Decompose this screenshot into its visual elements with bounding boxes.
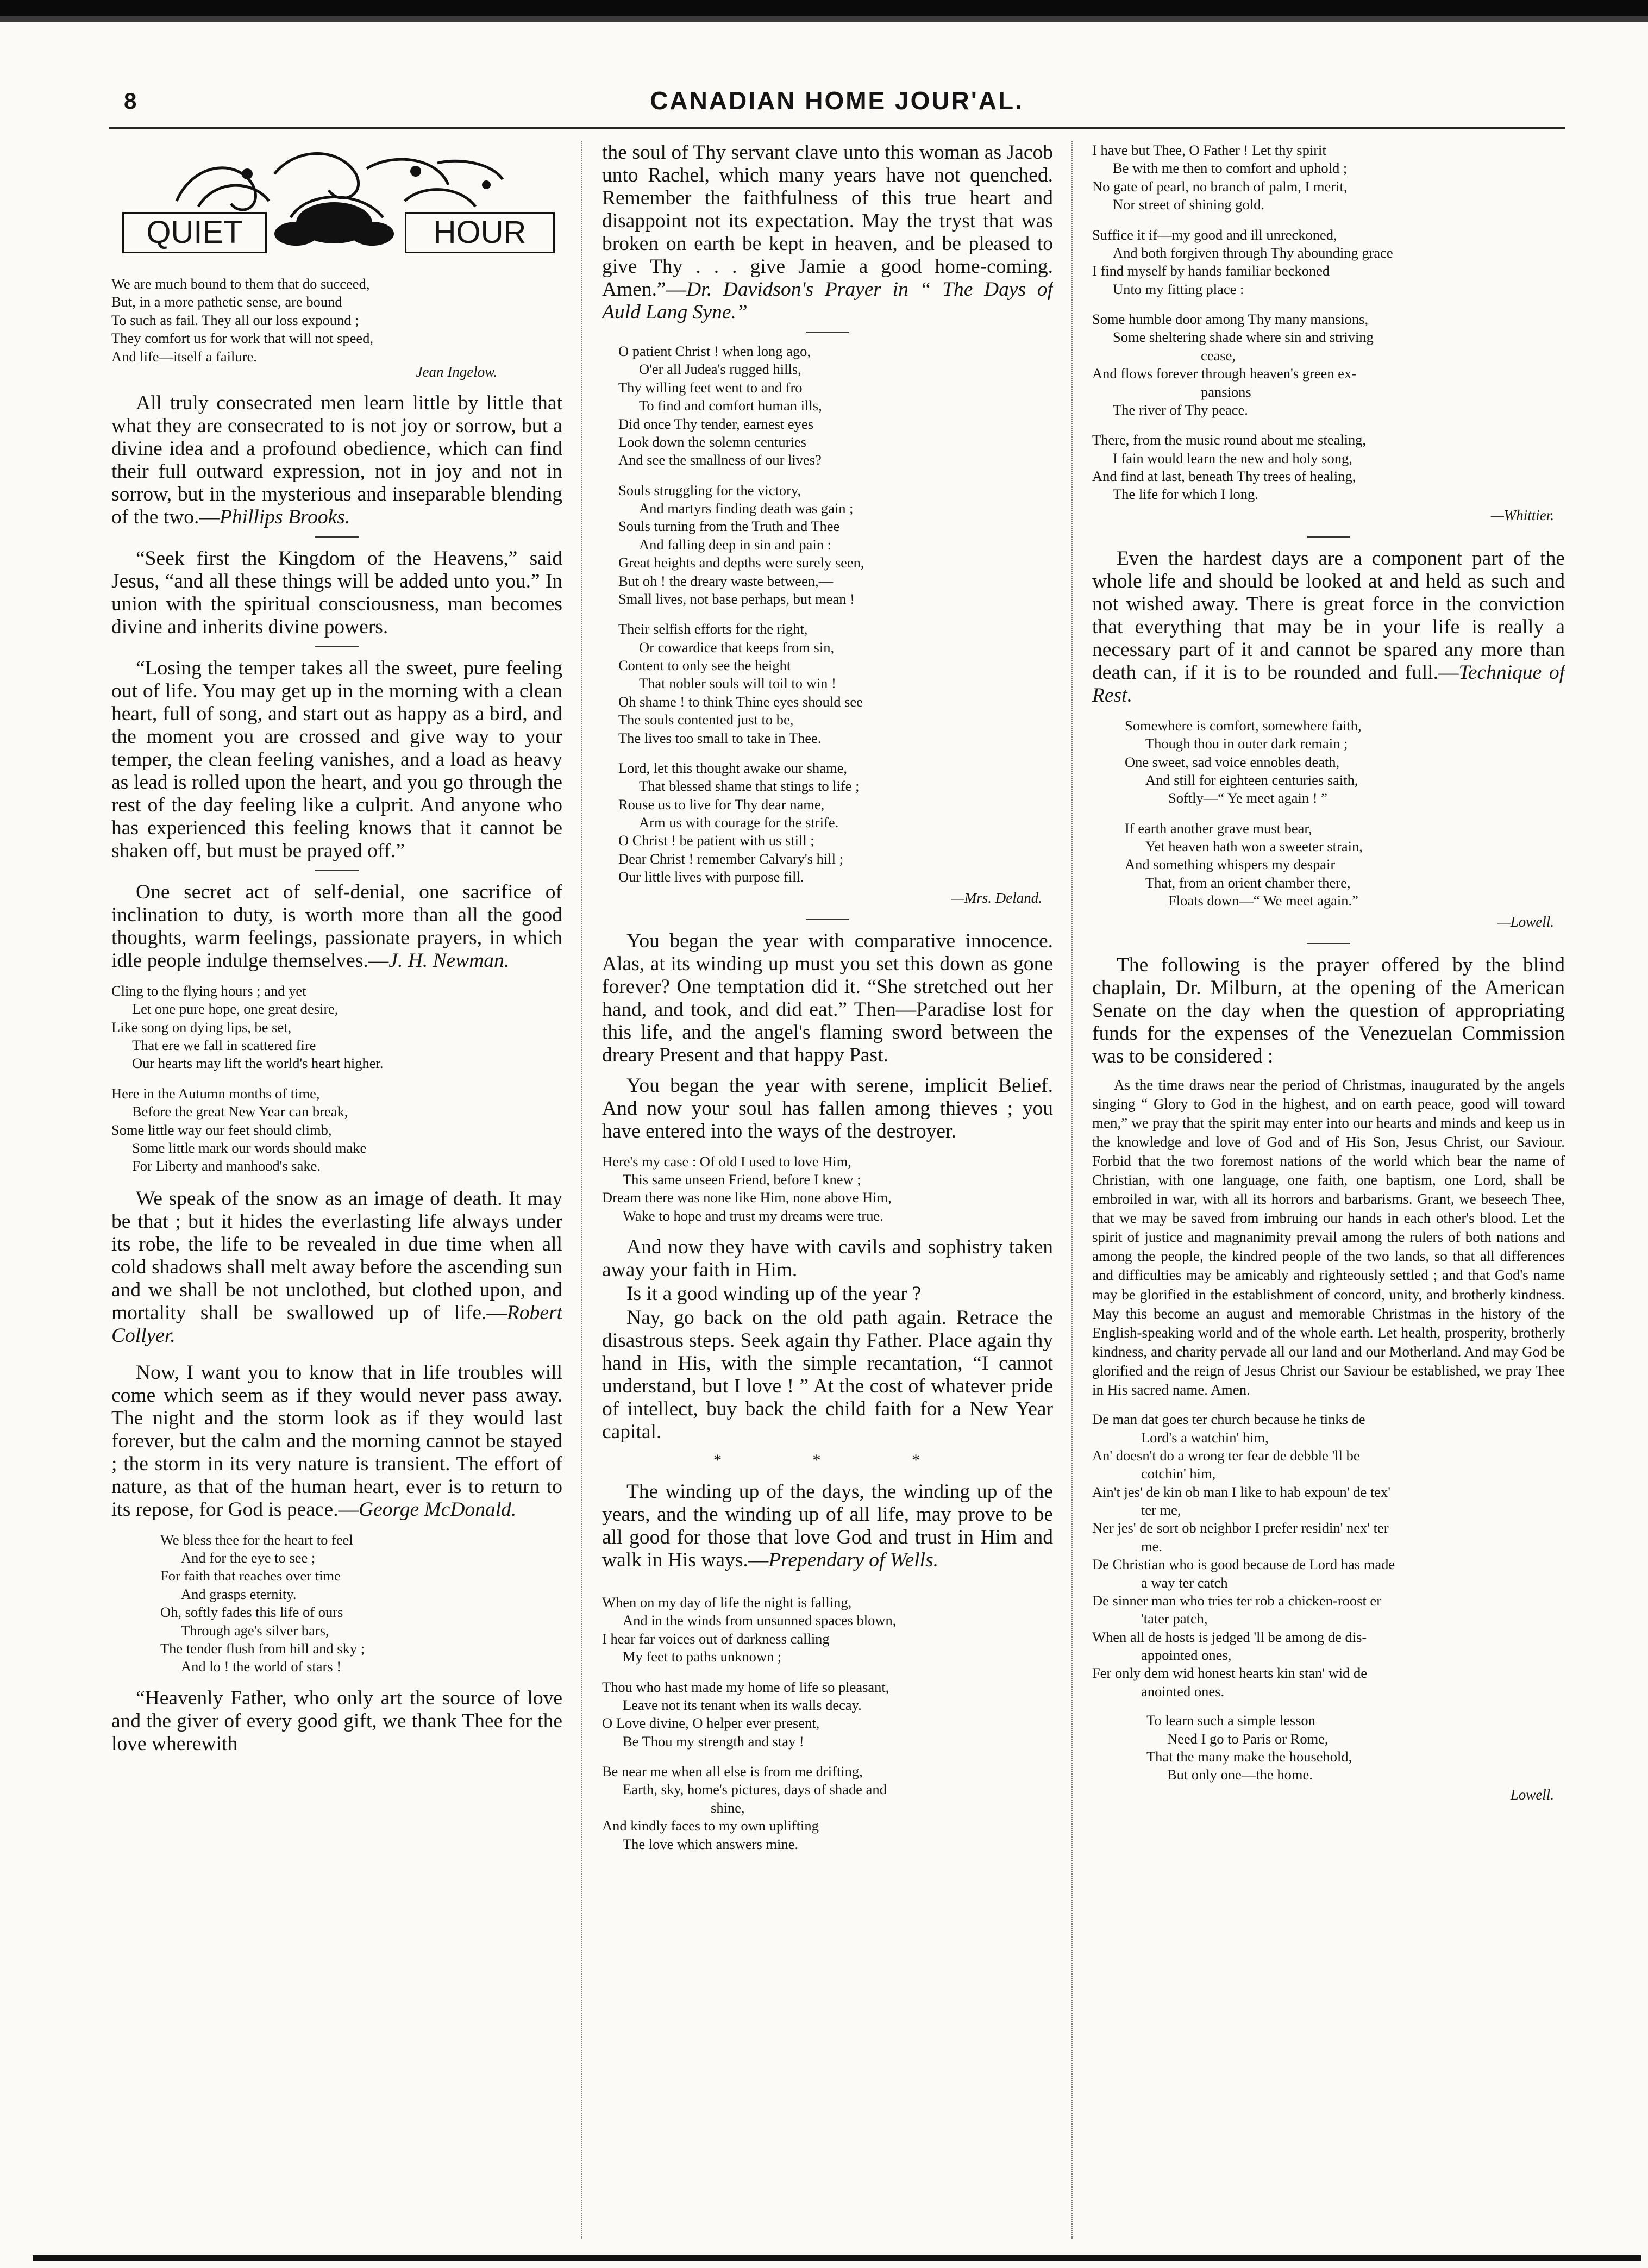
poem-line: The love which answers mine.: [623, 1835, 799, 1852]
poem-line: And lo ! the world of stars !: [181, 1658, 342, 1675]
poem-line: Leave not its tenant when its walls decay.: [623, 1696, 862, 1713]
poem-line: Some little mark our words should make: [132, 1139, 367, 1156]
column-divider: [581, 141, 582, 2239]
poem-line: I hear far voices out of darkness calling: [602, 1630, 830, 1647]
poem-line: No gate of pearl, no branch of palm, I merit,: [1092, 178, 1348, 195]
poem-line: Our hearts may lift the world's heart higher.: [132, 1055, 384, 1072]
poem-line: Wake to hope and trust my dreams were true.: [623, 1207, 883, 1224]
attribution: Technique of Rest.: [1092, 661, 1565, 707]
poem-line: Softly—“ Ye meet again ! ”: [1168, 790, 1327, 807]
poem-line: And martyrs finding death was gain ;: [639, 500, 854, 516]
poem-line: Through age's silver bars,: [181, 1622, 329, 1639]
poem-line: When on my day of life the night is falling,: [602, 1594, 852, 1611]
poem-stanza: [1092, 141, 1565, 214]
paragraph-cavils: And now they have with cavils and sophistry taken away your faith in Him.: [602, 1236, 1053, 1282]
poem-line: And grasps eternity.: [181, 1585, 297, 1602]
paragraph-text: We speak of the snow as an image of death. It may be that ; but it hides the everlasting life always under its robe, the life to be revealed in due time when all cold shadows shall melt away before the ascending sun and we shall be not unclothed, but clothed upon, and mortality shall be swallowed up of life.—: [111, 1187, 562, 1324]
poem-line: An' doesn't do a wrong ter fear de debble 'll be: [1092, 1447, 1360, 1464]
quiet-hour-banner: [111, 141, 562, 261]
poem-whittier: [1092, 141, 1565, 524]
poem-line: Yet heaven hath won a sweeter strain,: [1145, 838, 1363, 855]
paragraph-temper: “Losing the temper takes all the sweet, pure feeling out of life. You may get up in the morning with a clean heart, full of song, and start out as happy as a bird, and the moment you are crossed and give way to your temper, the clean feeling vanishes, and a load as heavy as lead is rolled upon the heart, and you go through the rest of the day feeling like a culprit. And anyone who has experienced this feeling knows that it cannot be shaken off, but must be prayed off.”: [111, 657, 562, 862]
poem-line: My feet to paths unknown ;: [623, 1648, 782, 1665]
poem-stanza: [1125, 820, 1565, 931]
poem-attribution: —Whittier.: [1490, 507, 1554, 523]
poem-line: O patient Christ ! when long ago,: [618, 343, 811, 359]
page-number: 8: [124, 88, 137, 114]
poem-stanza: [111, 982, 562, 1073]
poem-line: Arm us with courage for the strife.: [639, 814, 839, 830]
poem-line: And for the eye to see ;: [181, 1550, 316, 1566]
paragraph-troubles: [111, 1361, 562, 1521]
poem-line: ter me,: [1141, 1502, 1181, 1518]
poem-line: And something whispers my despair: [1125, 856, 1336, 873]
poem-line: The tender flush from hill and sky ;: [160, 1640, 365, 1657]
poem-line: me.: [1141, 1538, 1162, 1554]
poem-line: Look down the solemn centuries: [618, 433, 806, 450]
poem-line: Fer only dem wid honest hearts kin stan' wid de: [1092, 1665, 1367, 1682]
poem-line: We are much bound to them that do succeed,: [111, 276, 370, 292]
poem-line: Need I go to Paris or Rome,: [1167, 1730, 1329, 1747]
poem-line: I fain would learn the new and holy song,: [1113, 449, 1352, 466]
section-separator: [806, 919, 849, 920]
paragraph-text: One secret act of self-denial, one sacrifice of inclination to duty, is worth more than all the good thoughts, warm feelings, passionate prayers, in which idle people indulge themselves.—: [111, 880, 562, 972]
poem-line: That blessed shame that stings to life ;: [639, 778, 860, 795]
poem-line: And find at last, beneath Thy trees of healing,: [1092, 468, 1356, 484]
poem-line: When all de hosts is jedged 'll be among de dis-: [1092, 1628, 1367, 1645]
poem-we-bless: [111, 1531, 562, 1676]
banner-word-hour: HOUR: [405, 212, 555, 253]
poem-line: Be near me when all else is from me drifting,: [602, 1763, 863, 1780]
poem-line: Here's my case : Of old I used to love Him,: [602, 1153, 851, 1170]
attribution: Prependary of Wells.: [768, 1549, 939, 1572]
paragraph-soul: [602, 141, 1053, 324]
attribution: J. H. Newman.: [388, 949, 510, 972]
poem-line: And life—itself a failure.: [111, 348, 257, 365]
poem-line: Cling to the flying hours ; and yet: [111, 982, 306, 999]
poem-line: They comfort us for work that will not speed,: [111, 330, 374, 347]
poem-line: De Christian who is good because de Lord has made: [1092, 1556, 1395, 1573]
section-separator: [315, 870, 359, 871]
poem-line: The lives too small to take in Thee.: [618, 729, 822, 746]
poem-night-falling: [602, 1594, 1053, 1853]
poem-stanza: [111, 1085, 562, 1176]
poem-line: Our little lives with purpose fill.: [618, 869, 804, 885]
star-divider: * * *: [713, 1451, 963, 1470]
poem-line: And falling deep in sin and pain :: [639, 536, 831, 553]
poem-stanza: [602, 1678, 1053, 1751]
poem-line: That the many make the household,: [1146, 1748, 1352, 1765]
poem-line: If earth another grave must bear,: [1125, 820, 1312, 836]
paragraph-winding-question: Is it a good winding up of the year ?: [626, 1283, 922, 1305]
poem-line: Before the great New Year can break,: [132, 1103, 348, 1120]
poem-line: Dream there was none like Him, none above Him,: [602, 1189, 892, 1206]
poem-line: The river of Thy peace.: [1113, 401, 1248, 418]
poem-line: Here in the Autumn months of time,: [111, 1085, 320, 1102]
poem-line: But only one—the home.: [1167, 1766, 1313, 1783]
section-separator: [1307, 536, 1350, 538]
poem-line: The life for which I long.: [1113, 486, 1258, 503]
poem-line: And see the smallness of our lives?: [618, 452, 822, 468]
poem-line: O'er all Judea's rugged hills,: [639, 361, 801, 378]
poem-line: Small lives, not base perhaps, but mean !: [618, 590, 855, 607]
poem-stanza: [1092, 226, 1565, 299]
poem-line: Be Thou my strength and stay !: [623, 1733, 804, 1750]
paragraph-text: Now, I want you to know that in life troubles will come which seem as if they would never pass away. The night and the storm look as if they would last forever, but the calm and the morning cannot be stayed ; the storm in its very nature is transient. The effort of nature, as that of the human heart, ever is to return to its repose, for God is peace.—: [111, 1361, 562, 1521]
poem-line: Content to only see the height: [618, 657, 791, 673]
poem-line: But, in a more pathetic sense, are bound: [111, 293, 342, 310]
poem-line: Like song on dying lips, be set,: [111, 1019, 292, 1035]
poem-line: De sinner man who tries ter rob a chicken-roost er: [1092, 1592, 1382, 1609]
poem-somewhere-comfort: [1092, 717, 1565, 931]
poem-line: And in the winds from unsunned spaces blown,: [623, 1612, 897, 1629]
poem-stanza: [602, 1594, 1053, 1666]
poem-line: And both forgiven through Thy abounding grace: [1113, 244, 1393, 261]
poem-line: To learn such a simple lesson: [1146, 1712, 1315, 1729]
poem-flying-hours: [111, 982, 562, 1176]
poem-line: Oh, softly fades this life of ours: [160, 1604, 343, 1621]
poem-line: 'tater patch,: [1141, 1610, 1208, 1627]
poem-line: pansions: [1201, 383, 1251, 400]
paragraph-snow: [111, 1188, 562, 1347]
poem-line: Earth, sky, home's pictures, days of shade and: [623, 1781, 887, 1798]
poem-line: Thou who hast made my home of life so pleasant,: [602, 1678, 889, 1695]
poem-line: O Love divine, O helper ever present,: [602, 1715, 820, 1732]
poem-heres-my-case: [602, 1153, 1053, 1226]
poem-stanza: [1125, 717, 1565, 808]
paragraph-milburn: The following is the prayer offered by the blind chaplain, Dr. Milburn, at the opening of the American Senate on the day when the question of appropriating funds for the expenses of the Venezuelan Commission was to be considered :: [1092, 953, 1565, 1067]
poem-line: That nobler souls will toil to win !: [639, 675, 836, 692]
poem-line: For Liberty and manhood's sake.: [132, 1158, 321, 1174]
attribution: Robert Collyer.: [111, 1301, 562, 1347]
poem-line: And kindly faces to my own uplifting: [602, 1817, 819, 1834]
paragraph-newman: [111, 881, 562, 972]
poem-stanza: [618, 342, 1053, 470]
poem-stanza: [618, 482, 1053, 609]
attribution: Phillips Brooks.: [219, 505, 350, 528]
column-2: [602, 141, 1053, 2245]
poem-line: Souls turning from the Truth and Thee: [618, 518, 840, 535]
poem-line: This same unseen Friend, before I knew ;: [623, 1171, 861, 1188]
section-separator: [315, 536, 359, 538]
column-3: [1092, 141, 1565, 2245]
poem-line: Suffice it if—my good and ill unreckoned,: [1092, 226, 1337, 243]
poem-line: appointed ones,: [1141, 1647, 1232, 1663]
poem-line: Great heights and depths were surely seen,: [618, 554, 864, 571]
poem-line: a way ter catch: [1141, 1574, 1228, 1591]
paragraph-text: All truly consecrated men learn little by little that what they are consecrated to is not joy or sorrow, but a divine idea and a profound obedience, which can find their full outward expression, not in joy and not in sorrow, but in the mysterious and inseparable blending of the two.—: [111, 391, 562, 528]
poem-stanza: [1092, 431, 1565, 524]
poem-line: Be with me then to comfort and uphold ;: [1113, 160, 1348, 177]
paragraph-text: the soul of Thy servant clave unto this woman as Jacob unto Rachel, which many years have not quenched. Remember the faithfulness of this true heart and disappoint not its expectation. May the tryst that was broken on earth be kept in heaven, and be pleased to give Thy . . . give Jamie a good home-coming. Amen.”—: [602, 141, 1053, 301]
poem-line: Some little way our feet should climb,: [111, 1121, 332, 1138]
section-separator: [806, 332, 849, 333]
poem-line: Floats down—“ We meet again.”: [1168, 892, 1358, 909]
poem-line: To such as fail. They all our loss expound ;: [111, 311, 359, 328]
paragraph-hardest-days: [1092, 547, 1565, 707]
poem-line: Unto my fitting place :: [1113, 280, 1244, 297]
poem-line: shine,: [711, 1799, 745, 1816]
poem-line: Somewhere is comfort, somewhere faith,: [1125, 717, 1362, 734]
poem-line: We bless thee for the heart to feel: [160, 1531, 353, 1548]
section-separator: [1307, 943, 1350, 944]
paragraph-kingdom: “Seek first the Kingdom of the Heavens,” said Jesus, “and all these things will be added unto you.” In union with the spiritual consciousness, man becomes divine and inherits divine powers.: [111, 547, 562, 638]
scan-bottom-edge: [33, 2255, 1641, 2261]
poem-patient-christ: [602, 342, 1053, 907]
poem-line: Rouse us to live for Thy dear name,: [618, 796, 825, 813]
poem-line: That ere we fall in scattered fire: [132, 1037, 316, 1054]
senate-prayer: As the time draws near the period of Christmas, inaugurated by the angels singing “ Glory to God in the highest, and on earth peace, good will toward men,” we pray that the spirit may enter into our hearts and minds and keep us in the knowledge and love of God and of His Son, Jesus Christ, our Saviour. Forbid that the two foremost nations of the world which bear the name of Christian, with one language, one faith, one baptism, one Lord, shall be embroiled in war, with all its horrors and barbarisms. Grant, we beseech Thee, that we may be saved from imbruing our hands in each other's blood. Let the spirit of justice and magnanimity prevail among the rulers of both nations and among the people, the kindred people of the two lands, so that all differences and difficulties may be amicably and righteously settled ; and that God's name may be glorified in the establishment of concord, unity, and brotherly kindness. May this become an august and memorable Christmas in the history of the English-speaking world and of the whole earth. Let health, prosperity, brotherly kindness, and charity pervade all our land and our Motherland. And may God be glorified and the reign of Jesus Christ our Saviour be established, we pray Thee in His sacred name. Amen.: [1092, 1076, 1565, 1398]
poem-line: Ner jes' de sort ob neighbor I prefer residin' nex' ter: [1092, 1520, 1389, 1536]
poem-line: Ain't jes' de kin ob man I like to hab expoun' de tex': [1092, 1483, 1390, 1500]
poem-ingelow: [111, 275, 562, 381]
poem-line: And still for eighteen centuries saith,: [1145, 771, 1358, 788]
paragraph-year-belief: You began the year with serene, implicit Belief. And now your soul has fallen among thieves ; you have entered into the ways of the destroyer.: [602, 1074, 1053, 1142]
poem-line: Oh shame ! to think Thine eyes should see: [618, 693, 863, 710]
publication-title: CANADIAN HOME JOUR'AL.: [650, 86, 1024, 115]
poem-stanza: [618, 759, 1053, 907]
column-1: [111, 141, 562, 2245]
poem-line: But oh ! the dreary waste between,—: [618, 572, 834, 589]
poem-attribution: —Lowell.: [1497, 913, 1554, 930]
poem-line: cease,: [1201, 347, 1236, 364]
poem-line: Souls struggling for the victory,: [618, 482, 801, 498]
attribution: Dr. Davidson's Prayer in “ The Days of Auld Lang Syne.”: [602, 278, 1053, 323]
poem-attribution: Jean Ingelow.: [416, 363, 497, 380]
poem-line: Lord, let this thought awake our shame,: [618, 759, 847, 776]
banner-word-quiet: QUIET: [122, 212, 267, 253]
poem-line: I find myself by hands familiar beckoned: [1092, 263, 1330, 279]
poem-line: Lord's a watchin' him,: [1141, 1429, 1269, 1446]
poem-stanza: [618, 620, 1053, 747]
poem-line: One sweet, sad voice ennobles death,: [1125, 753, 1340, 770]
paragraph-heavenly-father: “Heavenly Father, who only art the source of love and the giver of every good gift, we thank Thee for the love wherewith: [111, 1686, 562, 1755]
header-rule: [109, 127, 1565, 129]
paragraph-winding-days: [602, 1480, 1053, 1572]
poem-line: Or cowardice that keeps from sin,: [639, 639, 835, 655]
poem-line: Dear Christ ! remember Calvary's hill ;: [618, 850, 843, 867]
poem-dialect: [1092, 1410, 1565, 1701]
poem-line: Some humble door among Thy many mansions,: [1092, 311, 1369, 327]
poem-line: Let one pure hope, one great desire,: [132, 1001, 339, 1017]
poem-line: Did once Thy tender, earnest eyes: [618, 415, 814, 432]
poem-line: I have but Thee, O Father ! Let thy spirit: [1092, 142, 1326, 158]
attribution: George McDonald.: [359, 1498, 517, 1521]
paragraph-text: The winding up of the days, the winding up of the years, and the winding up of all life, may prove to be all good for those that love God and trust in Him and walk in His ways.—: [602, 1480, 1053, 1572]
column-divider: [1071, 141, 1073, 2239]
poem-attribution: —Mrs. Deland.: [951, 889, 1042, 906]
poem-line: De man dat goes ter church because he tinks de: [1092, 1411, 1365, 1428]
poem-attribution: Lowell.: [1510, 1786, 1554, 1803]
poem-line: There, from the music round about me stealing,: [1092, 432, 1367, 448]
poem-stanza: [602, 1763, 1053, 1853]
poem-line: Some sheltering shade where sin and striving: [1113, 329, 1374, 346]
scan-top-edge: [0, 0, 1648, 25]
paragraph-year: You began the year with comparative innocence. Alas, at its winding up must you set this down as gone forever? One temptation did it. “She stretched out her hand, and took, and did eat.” Then—Paradise lost for this life, and the angel's flaming sword between the dreary Present and that happy Past.: [602, 929, 1053, 1066]
section-separator: [315, 646, 359, 647]
poem-line: To find and comfort human ills,: [639, 397, 822, 414]
poem-line: Though thou in outer dark remain ;: [1145, 735, 1348, 752]
poem-line: And flows forever through heaven's green ex-: [1092, 365, 1357, 382]
poem-stanza: [1092, 310, 1565, 419]
poem-line: Their selfish efforts for the right,: [618, 621, 808, 638]
page-header: [109, 83, 1565, 121]
poem-line: cotchin' him,: [1141, 1465, 1216, 1482]
poem-line: O Christ ! be patient with us still ;: [618, 832, 814, 849]
paragraph-nay: Nay, go back on the old path again. Retrace the disastrous steps. Seek again thy Father. Place again thy hand in His, with the simple recantation, “I cannot understand, but I love ! ” At the cost of whatever pride of intellect, buy back the child faith for a New Year capital.: [602, 1307, 1053, 1444]
poem-line: That, from an orient chamber there,: [1145, 874, 1351, 891]
paragraph-brooks: [111, 392, 562, 529]
poem-line: Nor street of shining gold.: [1113, 196, 1264, 213]
poem-line: For faith that reaches over time: [160, 1567, 341, 1584]
poem-line: The souls contented just to be,: [618, 711, 794, 728]
poem-line: Thy willing feet went to and fro: [618, 379, 803, 396]
poem-simple-lesson: [1092, 1711, 1565, 1804]
paragraph-text: Even the hardest days are a component part of the whole life and should be looked at and held as such and not wished away. There is great force in the conviction that everything that may be in your life is really a necessary part of it and cannot be spared any more than death can, if it is to be rounded and full.—: [1092, 547, 1565, 684]
poem-line: anointed ones.: [1141, 1683, 1225, 1700]
